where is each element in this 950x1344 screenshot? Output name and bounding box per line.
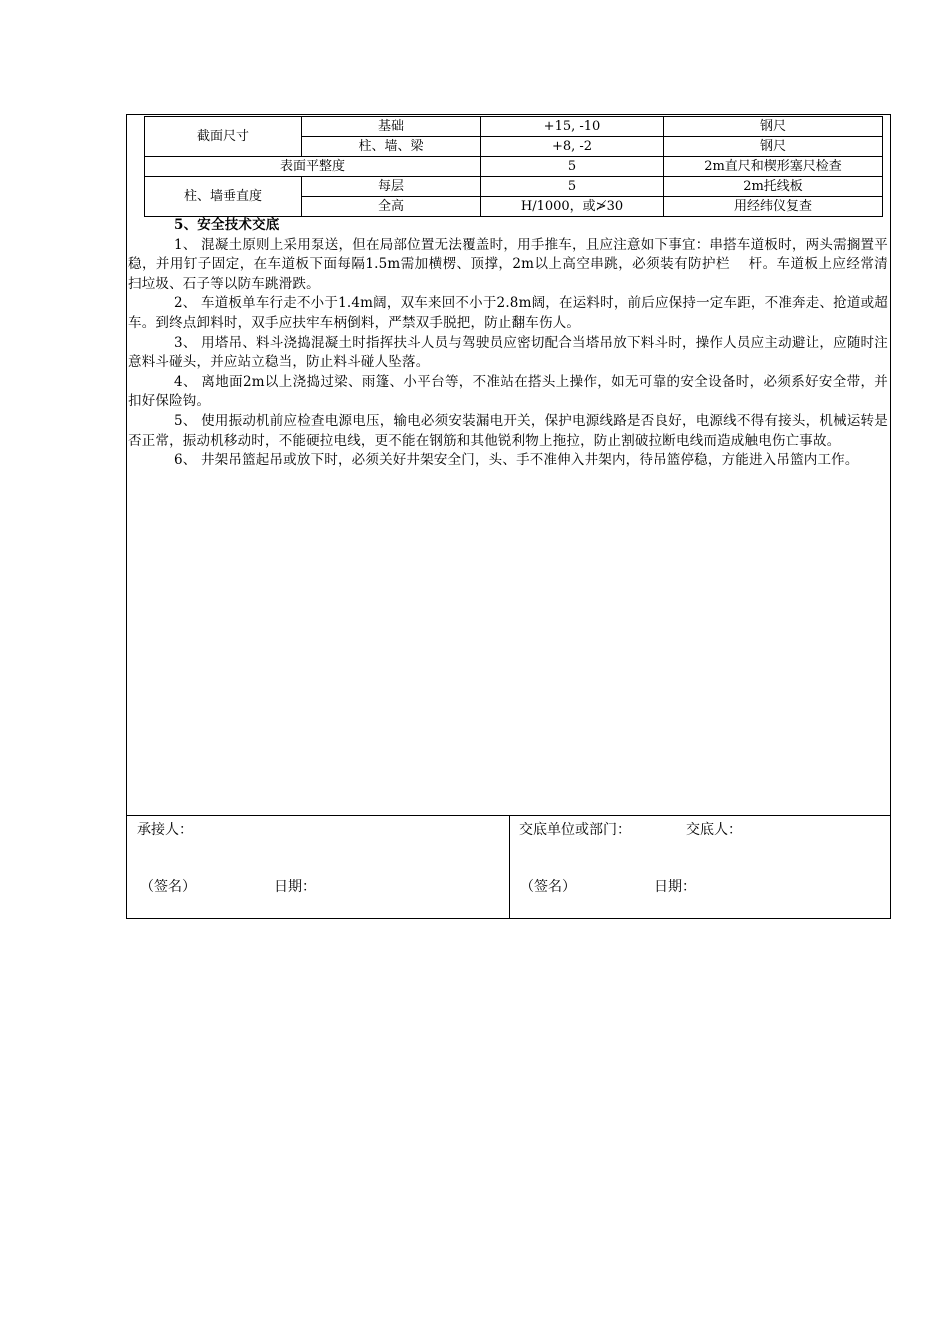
table-cell-label: 柱、墙垂直度: [145, 177, 302, 217]
receiver-label: 承接人：: [137, 822, 193, 838]
paragraph: 3、 用塔吊、料斗浇捣混凝土时指挥扶斗人员与驾驶员应密切配合当塔吊放下料斗时，操作人员应主动避让，应随时注意料斗碰头，并应站立稳当，防止料斗碰人坠落。: [128, 334, 888, 371]
table-cell-value: 5: [481, 157, 664, 177]
paragraph: 1、 混凝土原则上采用泵送，但在局部位置无法覆盖时，用手推车，且应注意如下事宜：串搭车道板时，两头需搁置平稳，并用钉子固定，在车道板下面每隔1.5m需加横楞、顶撑，2m以上高空串跳，必须装有防护栏 杆。车道板上应经常清扫垃圾、石子等以防车跳滑跌。: [128, 236, 888, 292]
paragraph: 4、 离地面2m以上浇捣过梁、雨篷、小平台等，不准站在搭头上操作，如无可靠的安全设备时，必须系好安全带，并扣好保险钩。: [128, 373, 888, 410]
table-row: [145, 177, 883, 197]
table-cell-value: +15, -10: [481, 117, 664, 137]
table-row: [145, 117, 883, 137]
table-cell-method: 用经纬仪复查: [664, 197, 883, 217]
table-cell-label: 表面平整度: [145, 157, 481, 177]
tolerance-table: [144, 116, 883, 217]
receiver-date-label: 日期：: [274, 879, 316, 895]
signature-divider-vertical: [509, 815, 510, 918]
table-cell-value: H/1000，或≯30: [481, 197, 664, 217]
table-cell-sub: 每层: [302, 177, 481, 197]
table-cell-method: 钢尺: [664, 117, 883, 137]
table-cell-value: +8, -2: [481, 137, 664, 157]
table-cell-sub: 全高: [302, 197, 481, 217]
receiver-sign-label: （签名）: [140, 879, 196, 895]
issuer-label: 交底人：: [686, 822, 742, 838]
table-cell-label: 截面尺寸: [145, 117, 302, 157]
safety-briefing-section: [128, 216, 888, 471]
paragraph: 5、 使用振动机前应检查电源电压，输电必须安装漏电开关，保护电源线路是否良好，电源线不得有接头，机械运转是否正常，振动机移动时，不能硬拉电线，更不能在钢筋和其他锐利物上拖拉，防止割破拉断电线而造成触电伤亡事故。: [128, 412, 888, 449]
paragraph: 6、 井架吊篮起吊或放下时，必须关好井架安全门，头、手不准伸入井架内，待吊篮停稳，方能进入吊篮内工作。: [174, 452, 859, 469]
table-cell-method: 钢尺: [664, 137, 883, 157]
table-cell-method: 2m托线板: [664, 177, 883, 197]
table-row: [145, 157, 883, 177]
section-title: 5、安全技术交底: [174, 217, 280, 233]
table-cell-value: 5: [481, 177, 664, 197]
table-cell-sub: 基础: [302, 117, 481, 137]
table-cell-sub: 柱、墙、梁: [302, 137, 481, 157]
issuer-date-label: 日期：: [654, 879, 696, 895]
paragraph: 2、 车道板单车行走不小于1.4m阔，双车来回不小于2.8m阔，在运料时，前后应保持一定车距，不准奔走、抢道或超车。到终点卸料时，双手应扶牢车柄倒料，严禁双手脱把，防止翻车伤人。: [128, 295, 888, 331]
table-cell-method: 2m直尺和楔形塞尺检查: [664, 157, 883, 177]
issuer-sign-label: （签名）: [520, 879, 576, 895]
issuing-unit-label: 交底单位或部门：: [519, 822, 631, 838]
